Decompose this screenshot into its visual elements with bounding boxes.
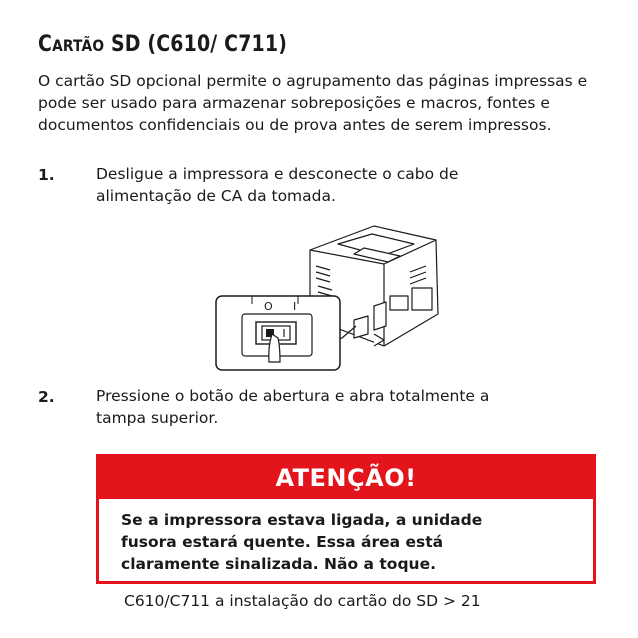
- page-footer: C610/C711 a instalação do cartão do SD > 21: [124, 592, 481, 610]
- step-1-text: [96, 163, 596, 207]
- switch-off-label: O: [264, 300, 273, 313]
- section-heading: [38, 32, 287, 57]
- step-1-number: 1.: [38, 166, 55, 184]
- heading-initial: C: [38, 32, 53, 57]
- step-1-line-1: Desligue a impressora e desconecte o cabo de: [96, 165, 459, 183]
- heading-smallcaps: ARTÃO: [52, 36, 105, 55]
- switch-on-label: I: [293, 300, 297, 313]
- warning-line-3: claramente sinalizada. Não a toque.: [121, 555, 436, 573]
- step-1-line-2: alimentação de CA da tomada.: [96, 187, 336, 205]
- warning-title: ATENÇÃO!: [99, 457, 593, 499]
- printer-power-switch-illustration: [214, 222, 444, 372]
- heading-rest: SD (C610/ C711): [104, 32, 288, 57]
- step-2-text: [96, 385, 596, 429]
- intro-paragraph: O cartão SD opcional permite o agrupamento das páginas impressas e pode ser usado para armazenar sobreposições e macros, fontes e documentos confidenciais ou de prova antes de serem impressos.: [38, 72, 588, 134]
- step-2-line-2: tampa superior.: [96, 409, 219, 427]
- warning-line-1: Se a impressora estava ligada, a unidade: [121, 511, 483, 529]
- finger-icon: [269, 334, 280, 362]
- warning-message: [99, 499, 593, 575]
- step-2-number: 2.: [38, 388, 55, 406]
- warning-line-2: fusora estará quente. Essa área está: [121, 533, 444, 551]
- step-2-line-1: Pressione o botão de abertura e abra totalmente a: [96, 387, 490, 405]
- warning-box: [96, 454, 596, 584]
